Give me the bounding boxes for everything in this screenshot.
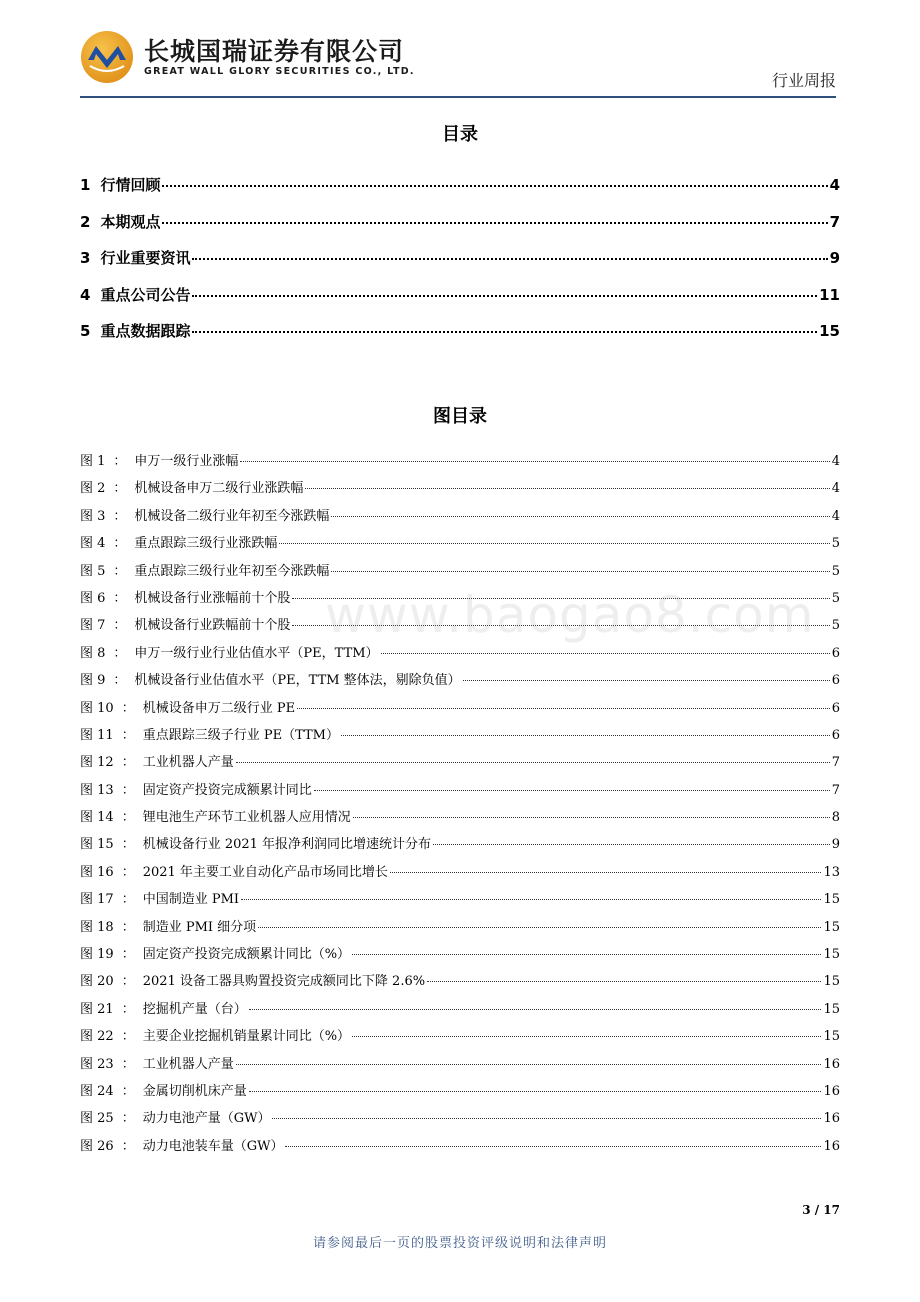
figure-entry-page: 6 <box>831 673 840 689</box>
toc-entry-page: 4 <box>829 176 840 194</box>
figure-entry-page: 5 <box>831 563 840 579</box>
figure-entry-page: 13 <box>823 864 840 880</box>
toc-entry-page: 15 <box>819 322 840 340</box>
figure-entry-page: 7 <box>831 755 840 771</box>
figure-entry[interactable] <box>80 450 840 477</box>
figure-entry-title: 申万一级行业行业估值水平（PE，TTM） <box>134 645 379 661</box>
figure-entry-page: 6 <box>831 700 840 716</box>
figure-leader-dots <box>285 1146 821 1147</box>
toc-entry-number: 2 <box>80 212 91 231</box>
figure-entry-title: 2021 年主要工业自动化产品市场同比增长 <box>142 864 388 880</box>
toc-list <box>80 174 840 357</box>
figure-entry[interactable] <box>80 888 840 915</box>
toc-entry-page: 9 <box>829 249 840 267</box>
toc-entry-number: 1 <box>80 176 91 194</box>
toc-entry-page: 7 <box>829 212 840 231</box>
figure-entry-label: 图 9 <box>80 673 106 689</box>
figure-entry-colon: ： <box>121 727 135 743</box>
figure-entry-page: 16 <box>823 1111 840 1127</box>
figure-entry-title: 申万一级行业涨幅 <box>134 454 239 469</box>
figure-leader-dots <box>463 680 830 681</box>
toc-entry[interactable] <box>80 247 840 284</box>
figure-entry-colon: ： <box>121 782 135 798</box>
figure-entry-label: 图 26 <box>80 1138 114 1154</box>
figure-entry-label: 图 13 <box>80 782 114 798</box>
figure-entry[interactable] <box>80 697 840 724</box>
figure-entry-title: 机械设备行业涨幅前十个股 <box>134 590 291 606</box>
toc-entry-label: 重点公司公告 <box>100 285 191 304</box>
figure-entry[interactable] <box>80 532 840 559</box>
figure-entry-title: 重点跟踪三级行业涨跌幅 <box>134 536 278 552</box>
figure-entry-title: 中国制造业 PMI <box>142 892 240 908</box>
figure-entry-title: 机械设备行业 2021 年报净利润同比增速统计分布 <box>142 837 432 853</box>
figure-entry-label: 图 11 <box>80 727 114 743</box>
toc-entry[interactable] <box>80 320 840 357</box>
toc-leader-dots <box>162 185 827 187</box>
figure-entry[interactable] <box>80 1135 840 1162</box>
figure-entry[interactable] <box>80 669 840 696</box>
figure-entry-label: 图 25 <box>80 1111 114 1127</box>
figure-entry-title: 机械设备行业跌幅前十个股 <box>134 618 291 634</box>
page-header <box>80 26 836 98</box>
figure-list <box>80 450 840 1162</box>
legal-footer: 请参阅最后一页的股票投资评级说明和法律声明 <box>312 1236 607 1251</box>
figure-entry-title: 机械设备二级行业年初至今涨跌幅 <box>134 508 330 524</box>
figure-entry-label: 图 16 <box>80 864 114 880</box>
figure-entry-colon: ： <box>121 700 135 716</box>
figure-leader-dots <box>236 762 830 763</box>
figure-leader-dots <box>353 817 830 818</box>
figure-entry-page: 15 <box>823 1029 840 1045</box>
figure-entry-label: 图 10 <box>80 700 114 716</box>
toc-leader-dots <box>192 331 817 333</box>
figure-entry-page: 6 <box>831 727 840 743</box>
figure-entry-colon: ： <box>121 892 135 908</box>
figure-entry-title: 挖掘机产量（台） <box>142 1001 247 1017</box>
figure-leader-dots <box>352 954 821 955</box>
figure-entry-label: 图 4 <box>80 536 106 552</box>
figure-entry-colon: ： <box>113 673 127 689</box>
figure-entry-title: 工业机器人产量 <box>142 755 234 771</box>
figure-entry-title: 固定资产投资完成额累计同比 <box>142 782 312 798</box>
figure-entry-title: 重点跟踪三级行业年初至今涨跌幅 <box>134 563 330 579</box>
figure-entry-title: 机械设备申万二级行业 PE <box>142 700 296 716</box>
figure-entry-title: 机械设备申万二级行业涨跌幅 <box>134 481 304 497</box>
figure-entry-page: 15 <box>823 974 840 990</box>
figure-leader-dots <box>427 981 821 982</box>
figure-leader-dots <box>331 571 829 572</box>
figure-entry[interactable] <box>80 916 840 943</box>
figure-entry-label: 图 15 <box>80 837 114 853</box>
figure-leader-dots <box>240 461 829 462</box>
figure-entry-page: 7 <box>831 782 840 798</box>
figure-entry-page: 16 <box>823 1083 840 1099</box>
figure-leader-dots <box>381 653 830 654</box>
company-logo-icon <box>80 30 134 84</box>
figure-entry-page: 16 <box>823 1138 840 1154</box>
figure-entry[interactable] <box>80 1025 840 1052</box>
figure-entry[interactable] <box>80 998 840 1025</box>
figure-leader-dots <box>241 899 821 900</box>
figure-entry-title: 锂电池生产环节工业机器人应用情况 <box>142 810 351 826</box>
figure-entry-colon: ： <box>113 454 127 469</box>
figure-entry-page: 15 <box>823 947 840 963</box>
figure-entry-label: 图 18 <box>80 919 114 935</box>
page-number: 3 / 17 <box>802 1203 840 1217</box>
toc-entry-label: 行业重要资讯 <box>100 249 191 267</box>
figure-leader-dots <box>249 1009 822 1010</box>
figure-entry-label: 图 7 <box>80 618 106 634</box>
figure-entry-title: 动力电池产量（GW） <box>142 1111 271 1127</box>
toc-entry-page: 11 <box>819 285 840 304</box>
company-name-en: GREAT WALL GLORY SECURITIES CO., LTD. <box>144 66 415 77</box>
figure-entry-label: 图 8 <box>80 645 106 661</box>
figure-leader-dots <box>249 1091 822 1092</box>
toc-entry-number: 5 <box>80 322 91 340</box>
figure-entry-title: 动力电池装车量（GW） <box>142 1138 284 1154</box>
figure-entry-label: 图 17 <box>80 892 114 908</box>
toc-entry-label: 重点数据跟踪 <box>100 322 191 340</box>
figure-entry[interactable] <box>80 477 840 504</box>
toc-entry[interactable] <box>80 211 840 248</box>
figure-entry[interactable] <box>80 1107 840 1134</box>
figure-entry[interactable] <box>80 833 840 860</box>
figure-entry[interactable] <box>80 505 840 532</box>
figure-entry-title: 2021 设备工器具购置投资完成额同比下降 2.6% <box>142 974 426 990</box>
toc-leader-dots <box>192 258 827 260</box>
figure-entry-colon: ： <box>121 947 135 963</box>
figure-entry-label: 图 2 <box>80 481 106 497</box>
figure-leader-dots <box>331 516 829 517</box>
figure-entry[interactable] <box>80 943 840 970</box>
figure-leader-dots <box>305 488 829 489</box>
figure-entry-colon: ： <box>121 1138 135 1154</box>
figure-entry-page: 6 <box>831 645 840 661</box>
figure-entry[interactable] <box>80 724 840 751</box>
figure-entry-label: 图 6 <box>80 590 106 606</box>
figure-entry-label: 图 14 <box>80 810 114 826</box>
figure-entry[interactable] <box>80 806 840 833</box>
figure-entry-colon: ： <box>121 1029 135 1045</box>
toc-entry[interactable] <box>80 174 840 211</box>
figure-entry-page: 16 <box>823 1056 840 1072</box>
figure-entry-label: 图 22 <box>80 1029 114 1045</box>
figure-entry[interactable] <box>80 970 840 997</box>
figure-entry-title: 重点跟踪三级子行业 PE（TTM） <box>142 727 339 743</box>
toc-leader-dots <box>192 295 817 297</box>
figure-entry-title: 机械设备行业估值水平（PE，TTM 整体法，剔除负值） <box>134 673 461 689</box>
figure-leader-dots <box>352 1036 821 1037</box>
toc-entry-label: 本期观点 <box>100 212 161 231</box>
figure-entry-page: 5 <box>831 590 840 606</box>
figure-entry-colon: ： <box>121 919 135 935</box>
figure-entry-page: 15 <box>823 1001 840 1017</box>
figure-entry-label: 图 5 <box>80 563 106 579</box>
figure-entry-page: 15 <box>823 919 840 935</box>
figure-leader-dots <box>314 790 830 791</box>
figure-entry-page: 4 <box>831 454 840 469</box>
figure-entry-colon: ： <box>121 1056 135 1072</box>
figure-leader-dots <box>297 708 830 709</box>
figure-entry-colon: ： <box>113 645 127 661</box>
figure-entry-colon: ： <box>121 974 135 990</box>
toc-entry-number: 4 <box>80 285 91 304</box>
figure-entry-colon: ： <box>121 810 135 826</box>
figure-leader-dots <box>390 872 822 873</box>
figure-entry[interactable] <box>80 1053 840 1080</box>
figure-entry-colon: ： <box>121 755 135 771</box>
figure-leader-dots <box>258 927 821 928</box>
figure-entry-colon: ： <box>113 508 127 524</box>
figure-entry-label: 图 12 <box>80 755 114 771</box>
figure-entry-label: 图 19 <box>80 947 114 963</box>
figure-entry-page: 5 <box>831 618 840 634</box>
figure-leader-dots <box>341 735 830 736</box>
figure-entry-colon: ： <box>121 1111 135 1127</box>
figure-entry-page: 4 <box>831 508 840 524</box>
toc-leader-dots <box>162 222 827 224</box>
figure-leader-dots <box>236 1064 822 1065</box>
figure-entry-colon: ： <box>121 837 135 853</box>
figure-entry-label: 图 21 <box>80 1001 114 1017</box>
report-type: 行业周报 <box>771 71 836 90</box>
toc-entry-number: 3 <box>80 249 91 267</box>
toc-title: 目录 <box>442 124 478 145</box>
figure-entry[interactable] <box>80 751 840 778</box>
figure-leader-dots <box>272 1118 821 1119</box>
figure-entry-colon: ： <box>113 618 127 634</box>
toc-entry-label: 行情回顾 <box>100 176 161 194</box>
figure-list-title: 图目录 <box>433 406 487 427</box>
figure-entry-page: 5 <box>831 536 840 552</box>
company-name-cn: 长城国瑞证券有限公司 <box>144 37 405 66</box>
figure-entry-page: 8 <box>831 810 840 826</box>
figure-entry-title: 金属切削机床产量 <box>142 1083 247 1099</box>
figure-leader-dots <box>433 844 830 845</box>
figure-entry-label: 图 1 <box>80 454 106 469</box>
toc-entry[interactable] <box>80 284 840 321</box>
figure-entry[interactable] <box>80 779 840 806</box>
figure-entry[interactable] <box>80 1080 840 1107</box>
figure-entry-page: 4 <box>831 481 840 497</box>
figure-entry-colon: ： <box>121 1001 135 1017</box>
figure-leader-dots <box>279 543 829 544</box>
figure-entry-title: 固定资产投资完成额累计同比（%） <box>142 947 351 963</box>
figure-entry-label: 图 24 <box>80 1083 114 1099</box>
figure-entry[interactable] <box>80 642 840 669</box>
figure-entry-label: 图 20 <box>80 974 114 990</box>
figure-entry-title: 制造业 PMI 细分项 <box>142 919 257 935</box>
figure-entry-page: 9 <box>831 837 840 853</box>
figure-entry-label: 图 23 <box>80 1056 114 1072</box>
figure-entry-page: 15 <box>823 892 840 908</box>
figure-entry-label: 图 3 <box>80 508 106 524</box>
figure-entry-title: 工业机器人产量 <box>142 1056 234 1072</box>
figure-entry[interactable] <box>80 560 840 587</box>
watermark: www.baogao8.com <box>325 586 815 644</box>
figure-entry[interactable] <box>80 861 840 888</box>
figure-entry-colon: ： <box>113 563 127 579</box>
header-divider <box>80 96 836 98</box>
figure-entry-colon: ： <box>121 864 135 880</box>
figure-entry-colon: ： <box>113 481 127 497</box>
figure-entry-colon: ： <box>121 1083 135 1099</box>
figure-entry-title: 主要企业挖掘机销量累计同比（%） <box>142 1029 351 1045</box>
figure-entry-colon: ： <box>113 536 127 552</box>
figure-entry-colon: ： <box>113 590 127 606</box>
